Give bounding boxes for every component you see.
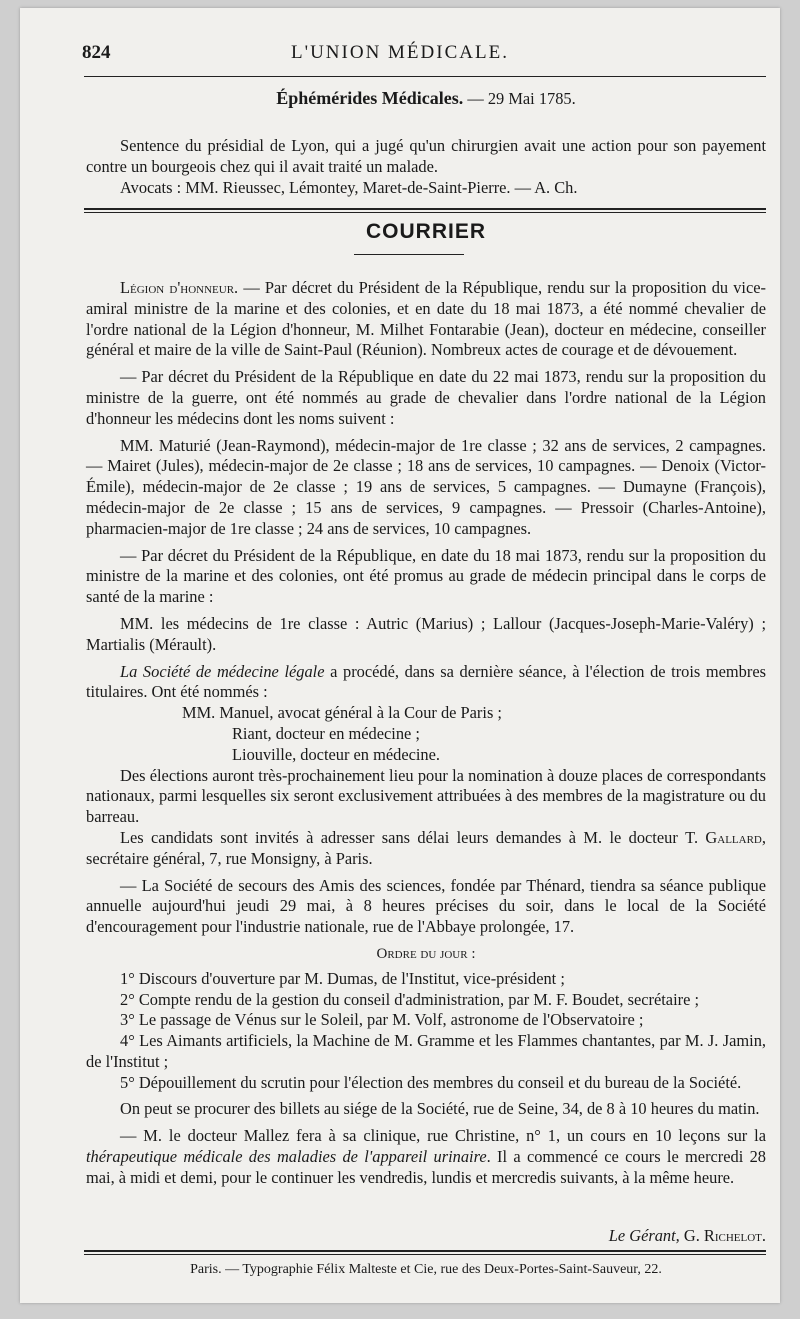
ordre-du-jour-list xyxy=(86,969,766,1094)
courrier-heading: COURRIER xyxy=(365,220,486,243)
ordre-item: 5° Dépouillement du scrutin pour l'élection des membres du conseil et du bureau de la Société. xyxy=(120,1072,742,1092)
billets-paragraph: On peut se procurer des billets au siége de la Société, rue de Seine, 34, de 8 à 10 heures du matin. xyxy=(120,1099,760,1119)
ephemerides-avocats: Avocats : MM. Rieussec, Lémontey, Maret-de-Saint-Pierre. — A. Ch. xyxy=(120,177,578,197)
member-line: MM. Manuel, avocat général à la Cour de Paris ; xyxy=(182,703,502,723)
ordre-du-jour-heading: Ordre du jour : xyxy=(376,945,476,962)
member-line: Liouville, docteur en médecine. xyxy=(232,744,440,764)
amis-des-sciences-paragraph: — La Société de secours des Amis des sciences, fondée par Thénard, tiendra sa séance publique annuelle aujourd'hui jeudi 29 mai, à 8 heures précises du soir, dans le local de la Société d'encouragement pour l'industrie nationale, rue de l'Abbaye prolongée, 17. xyxy=(86,875,766,937)
course-title: thérapeutique médicale des maladies de l'appareil urinaire xyxy=(86,1147,487,1167)
decorated-physicians-paragraph: MM. Maturié (Jean-Raymond), médecin-major de 1re classe ; 32 ans de services, 2 campagnes. — Mairet (Jules), médecin-major de 2e classe ; 18 ans de services, 10 campagnes. — Denoix (Victor-Émile), médecin-major de 2e classe ; 19 ans de services, 5 campagnes. — Dumayne (François), médecin-major de 2e classe ; 15 ans de services, 9 campagnes. — Pressoir (Charles-Antoine), pharmacien-major de 1re classe ; 24 ans de services, 10 campagnes. xyxy=(86,435,766,538)
ordre-item: 3° Le passage de Vénus sur le Soleil, par M. Volf, astronome de l'Observatoire ; xyxy=(120,1010,644,1030)
member-line: Riant, docteur en médecine ; xyxy=(232,723,420,743)
legion-label: Légion d'honneur. xyxy=(120,278,239,297)
legion-paragraph xyxy=(86,278,766,361)
ordre-item: 2° Compte rendu de la gestion du conseil d'administration, par M. F. Boudet, secrétaire ; xyxy=(120,989,700,1009)
header-rule xyxy=(84,76,766,77)
page-header xyxy=(20,8,780,63)
promoted-physicians-paragraph: MM. les médecins de 1re classe : Autric (Marius) ; Lallour (Jacques-Joseph-Marie-Valéry) ; Martialis (Mérault). xyxy=(86,613,766,654)
societe-text: a procédé, dans sa dernière séance, à l'élection de trois membres titulaires. Ont été nommés : xyxy=(86,661,766,702)
gerant-line xyxy=(86,1226,766,1247)
courrier-heading-wrap xyxy=(86,222,766,244)
printer-imprint: Paris. — Typographie Félix Malteste et Cie, rue des Deux-Portes-Saint-Sauveur, 22. xyxy=(190,1262,662,1277)
ephemerides-entry xyxy=(86,136,766,198)
ephemerides-title: Éphémérides Médicales. xyxy=(276,88,464,108)
courrier-body xyxy=(86,278,766,1189)
section-double-rule xyxy=(84,208,766,213)
ephemerides-title-line xyxy=(86,88,766,110)
mallez-paragraph xyxy=(86,1126,766,1188)
elections-paragraph: Des élections auront très-prochainement lieu pour la nomination à douze places de correspondants nationaux, parmi lesquelles six seront exclusivement attribuées à des membres de la magistrature ou du barreau. xyxy=(86,765,766,827)
gerant-label: Le Gérant, xyxy=(608,1226,680,1245)
candidates-paragraph xyxy=(86,828,766,870)
mallez-text-start: — M. le docteur Mallez fera à sa clinique, rue Christine, n° 1, un cours en 10 leçons sur la xyxy=(120,1126,766,1146)
ephemerides-text: Sentence du présidial de Lyon, qui a jugé qu'un chirurgien avait une action pour son payement contre un bourgeois chez qui il avait traité un malade. xyxy=(86,136,766,176)
decree-marine-paragraph: — Par décret du Président de la République, en date du 18 mai 1873, rendu sur la proposition du ministre de la marine et des colonies, ont été promus au grade de médecin principal dans le corps de santé de la marine : xyxy=(86,545,766,607)
candidates-text-end: , secrétaire général, 7, rue Monsigny, à Paris. xyxy=(86,827,766,868)
societe-name: La Société de médecine légale xyxy=(120,661,325,681)
candidates-text-start: Les candidats sont invités à adresser sans délai leurs demandes à M. le docteur xyxy=(120,827,686,847)
ephemerides-date: — 29 Mai 1785. xyxy=(463,89,576,108)
gerant-name: G. Richelot. xyxy=(679,1226,766,1245)
journal-page xyxy=(20,8,780,1303)
ordre-item: 4° Les Aimants artificiels, la Machine de M. Gramme et les Flammes chantantes, par M. J. Jamin, de l'Institut ; xyxy=(86,1031,766,1071)
courrier-underline xyxy=(354,254,464,255)
footer-double-rule xyxy=(84,1250,766,1255)
decree-guerre-paragraph: — Par décret du Président de la République en date du 22 mai 1873, rendu sur la proposition du ministre de la guerre, ont été nommés au grade de chevalier dans l'ordre national de la Légion d'honneur les médecins dont les noms suivent : xyxy=(86,367,766,428)
mallez-text-end: . Il a commencé ce cours le mercredi 28 mai, à midi et demi, pour le continuer les vendredis, lundis et mercredis suivants, à la même heure. xyxy=(86,1147,766,1187)
legion-text: — Par décret du Président de la République, rendu sur la proposition du vice-amiral ministre de la marine et des colonies, et en date du 18 mai 1873, a été nommé chevalier de l'ordre national de la Légion d'honneur, M. Milhet Fontarabie (Jean), docteur en médecine, conseiller général et maire de la ville de Saint-Paul (Réunion). Nombreux actes de courage et de dévouement. xyxy=(86,278,766,360)
running-title: L'UNION MÉDICALE. xyxy=(291,42,509,63)
gallard-name: T. Gallard xyxy=(685,827,762,847)
page-number: 824 xyxy=(82,42,111,63)
societe-medecine-legale-paragraph xyxy=(86,662,766,704)
ordre-item: 1° Discours d'ouverture par M. Dumas, de l'Institut, vice-président ; xyxy=(120,968,565,988)
